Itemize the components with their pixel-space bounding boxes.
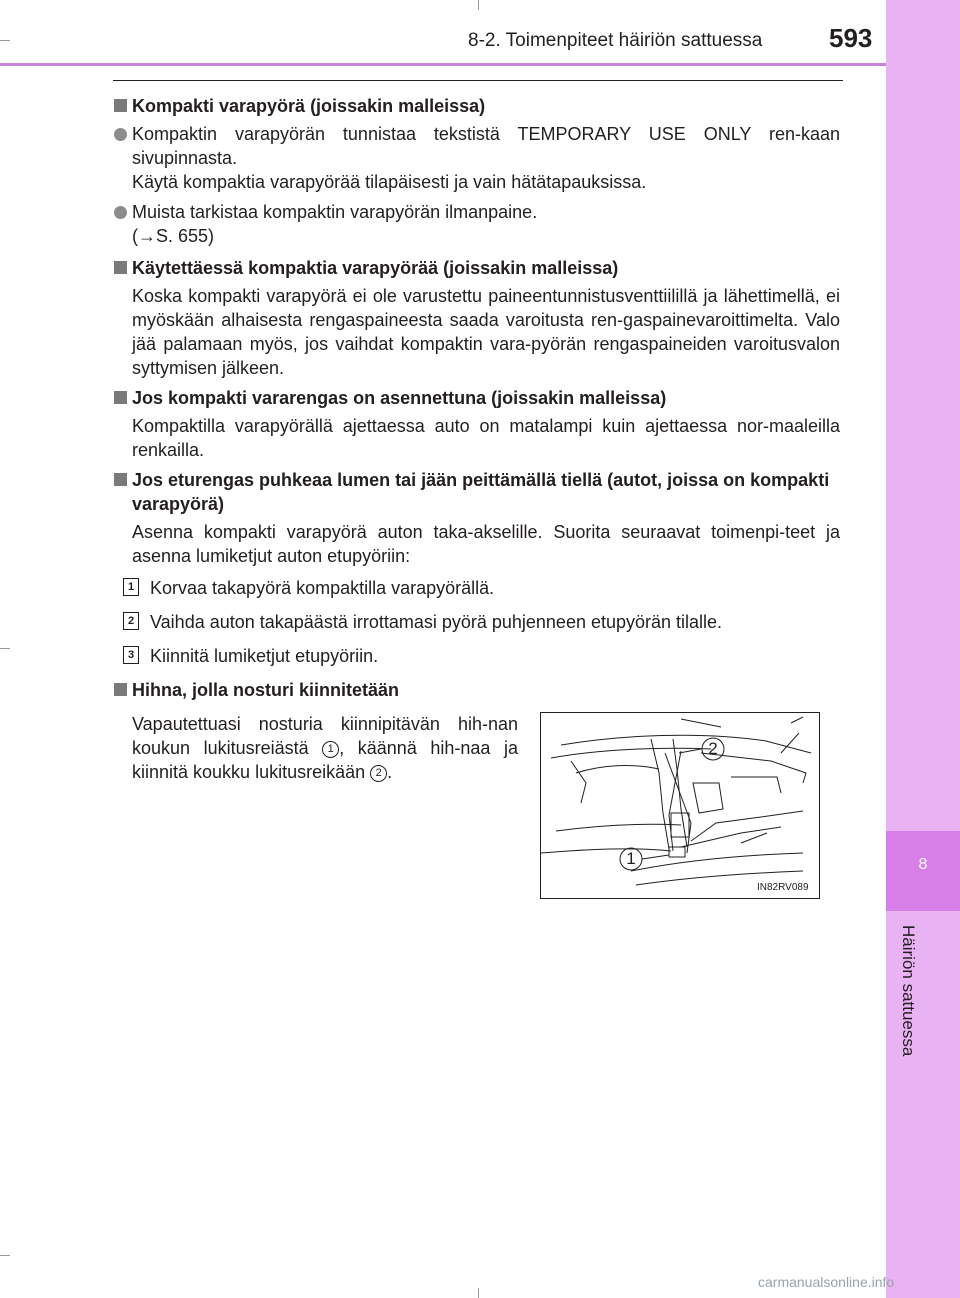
circle-bullet-icon [114, 128, 127, 141]
section-heading: Jos eturengas puhkeaa lumen tai jään peittämällä tiellä (autot, joissa on kompakti varapyörä) [114, 468, 844, 516]
square-bullet-icon [114, 391, 127, 404]
callout-ref: 1 [322, 741, 339, 758]
page-number: 593 [829, 23, 873, 53]
top-rule [113, 80, 843, 81]
section-text: Asenna kompakti varapyörä auton taka-akselille. Suorita seuraavat toimenpi-teet ja asenna lumiketjut auton etupyöriin: [132, 522, 840, 566]
square-bullet-icon [114, 99, 127, 112]
header-divider [0, 63, 886, 66]
crop-mark [0, 648, 10, 649]
chapter-label: Häiriön sattuessa [899, 925, 918, 1057]
step-number-box: 1 [123, 578, 139, 596]
callout-1-label: 1 [626, 849, 636, 868]
section-heading: Hihna, jolla nosturi kiinnitetään [114, 678, 844, 702]
square-bullet-icon [114, 473, 127, 486]
step-text: Vaihda auton takapäästä irrottamasi pyörä puhjenneen etupyörän tilalle. [150, 612, 723, 632]
section-text: Kompaktilla varapyörällä ajettaessa auto on matalampi kuin ajettaessa nor-maaleilla renkailla. [132, 416, 840, 460]
crop-mark [0, 1255, 10, 1256]
watermark: carmanualsonline.info [758, 1274, 895, 1290]
square-bullet-icon [114, 683, 127, 696]
section-heading: Kompakti varapyörä (joissakin malleissa) [114, 94, 844, 118]
bullet-text: Muista tarkistaa kompaktin varapyörän ilmanpaine. (→S. 655) [132, 202, 538, 246]
page-header [0, 0, 886, 66]
chapter-number: 8 [918, 856, 928, 873]
callout-ref: 2 [370, 765, 387, 782]
step-text: Kiinnitä lumiketjut etupyöriin. [150, 646, 379, 666]
illustration-drawing [541, 713, 819, 898]
crop-mark [478, 1288, 479, 1298]
step-number-box: 2 [123, 612, 139, 630]
section-text: Koska kompakti varapyörä ei ole varustettu paineentunnistusventtiilillä ja lähettimellä, ei myöskään alhaisesta rengaspaineesta saada varoitusta ren-gaspainevaroittimelta. Valo jää palamaan myös, jos vaihdat kompaktin vara-pyörän rengaspaineiden varoitusvalon syttymisen jälkeen. [132, 286, 840, 378]
figure-code: IN82RV089 [757, 882, 809, 893]
jack-strap-illustration [540, 712, 820, 899]
step-number-box: 3 [123, 646, 139, 664]
section-text: Vapautettuasi nosturia kiinnipitävän hih-nan koukun lukitusreiästä 1 , käännä hih-naa ja kiinnitä koukku lukitusreikään 2 . [132, 714, 518, 782]
chapter-side-tab [886, 0, 960, 1298]
section-title: 8-2. Toimenpiteet häiriön sattuessa [468, 30, 763, 51]
bullet-text: Kompaktin varapyörän tunnistaa tekstistä TEMPORARY USE ONLY ren-kaan sivupinnasta. Käytä kompaktia varapyörää tilapäisesti ja vain hätätapauksissa. [132, 124, 840, 192]
circle-bullet-icon [114, 206, 127, 219]
square-bullet-icon [114, 261, 127, 274]
section-heading: Jos kompakti vararengas on asennettuna (joissakin malleissa) [114, 386, 844, 410]
section-heading: Käytettäessä kompaktia varapyörää (joissakin malleissa) [114, 256, 844, 280]
callout-2-label: 2 [708, 739, 718, 758]
step-text: Korvaa takapyörä kompaktilla varapyörällä. [150, 578, 495, 598]
